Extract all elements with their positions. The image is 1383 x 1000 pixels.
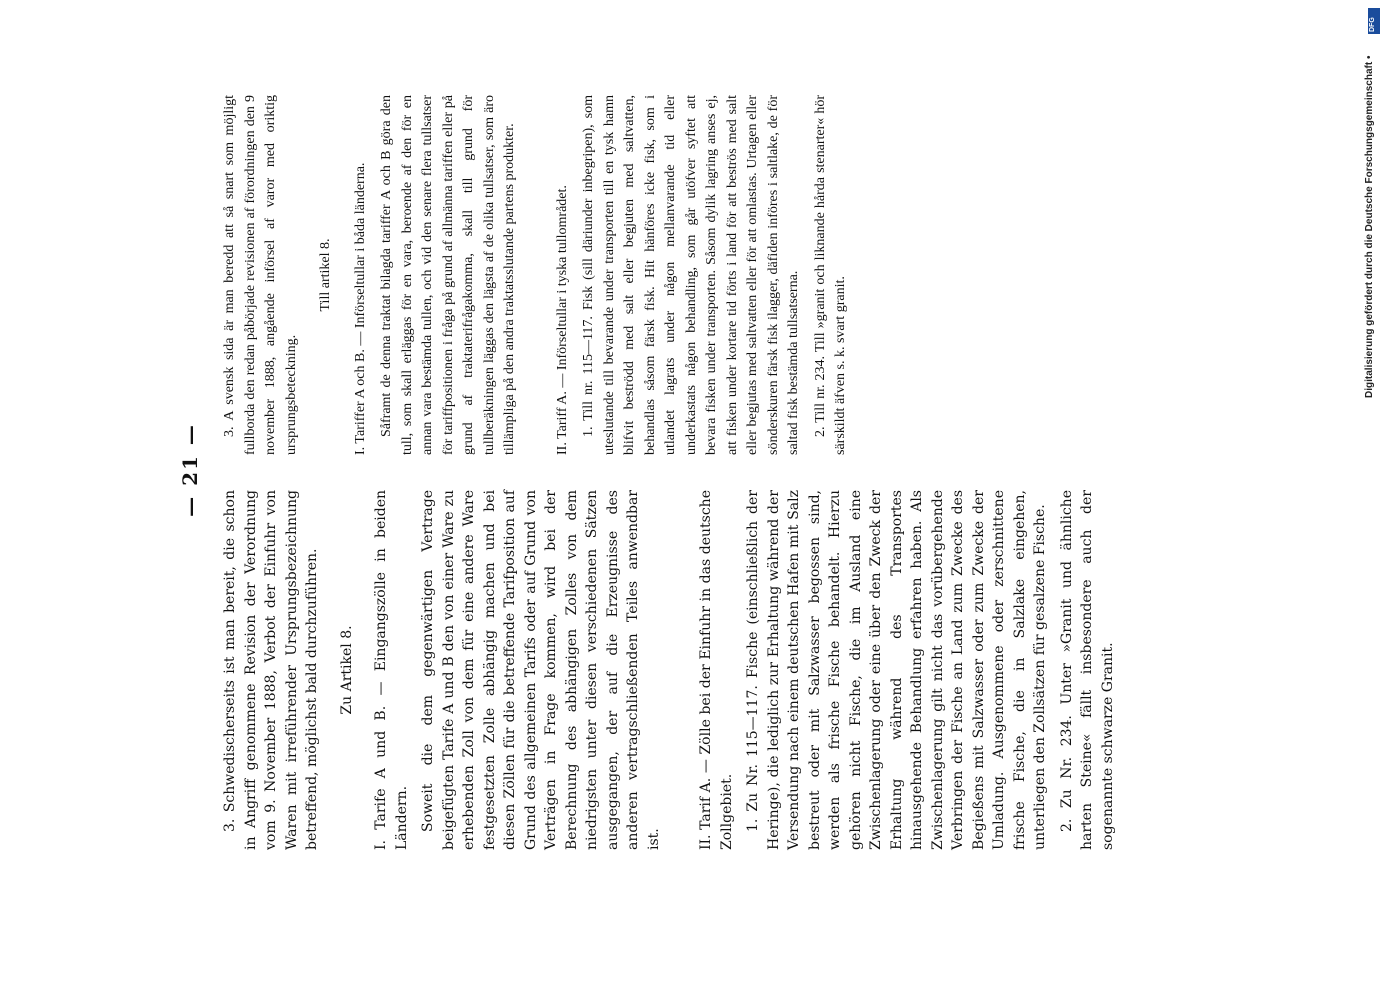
rotated-page — [160, 90, 1360, 850]
swedish-article-8-title: Till artikel 8. — [318, 238, 333, 312]
digitization-credit — [1362, 8, 1378, 998]
swedish-granite-paragraph: 2. Till nr. 234. Till »granit och liknande hårda stenarter« hör särskildt äfven s. k. svart granit. — [812, 95, 848, 455]
german-granite-paragraph: 2. Zu Nr. 234. Unter »Granit und ähnliche harten Steine« fällt insbesondere auch der sogenannte schwarze Granit. — [1058, 490, 1116, 850]
swedish-paragraph-3: 3. A svensk sida är man beredd att så snart som möjligt fullborda den redan påbörjade revisionen af förordningen den 9 november 1888, angående införsel af varor med oriktig ursprungsbeteckning. — [222, 95, 299, 455]
german-fish-paragraph: 1. Zu Nr. 115—117. Fische (einschließlich der Heringe), die lediglich zur Erhaltung während der Versendung nach einem deutschen Hafen mit Salz bestreut oder mit Salzwasser begossen sind, werden als frische Fische behandelt. Hierzu gehören nicht Fische, die im Ausland eine Zwischenlagerung oder eine über den Zweck der Erhaltung während des Transportes hinausgehende Behandlung erfahren haben. Als Zwischenlagerung gilt nicht das vorübergehende Verbringen der Fische an Land zum Zwecke des Begießens mit Salzwasser oder zum Zwecke der Umladung. Ausgenommene oder zerschnittene frische Fische, die in Salzlake eingehen, unterliegen den Zollsätzen für gesalzene Fische. — [745, 490, 1048, 850]
german-paragraph-3: 3. Schwedischerseits ist man bereit, die schon in Angriff genommene Revision der Verordnung vom 9. November 1888, Verbot der Einfuhr von Waren mit irreführender Ursprungsbezeichnung betreffend, möglichst bald durchzuführen. — [222, 490, 320, 850]
credit-text: Digitalisierung gefördert durch die Deutsche Forschungsgemeinschaft • — [1364, 55, 1375, 398]
swedish-fish-paragraph: 1. Till nr. 115—117. Fisk (sill däriunder inbegripen), som uteslutande till bevarande under transporten till en tysk hamn blifvit beströdd med salt eller begjuten med saltvatten, behandlas såsom färsk fisk. Hit hänföres icke fisk, som i utlandet lagrats under någon mellanvarande tid eller underkastats någon behandling, som går utöfver syftet att bevara fisken under transporten. Såsom dylik lagring anses ej, att fisken under kortare tid förts i land för att beströs med salt eller begjutas med saltvatten eller för att omlastas. Urtagen eller sönderskuren färsk fisk ilagger, däfiden införes i saltlake, de för saltad fisk bestämda tullsatserna. — [581, 95, 801, 455]
german-section-1-title: I. Tarife A und B. — Eingangszölle in beiden Ländern. — [373, 490, 410, 850]
swedish-section-1-title: I. Tariffer A och B. — Införseltullar i båda länderna. — [352, 162, 368, 455]
page-number: — 21 — — [178, 423, 202, 517]
german-tariff-paragraph: Soweit die dem gegenwärtigen Vertrage beigefügten Tarife A und B den von einer Ware zu erhebenden Zoll von dem für eine andere Ware festgesetzten Zolle abhängig machen und bei diesen Zöllen für die betreffende Tarifposition auf Grund des allgemeinen Tarifs oder auf Grund von Verträgen in Frage kommen, wird bei der Berechnung des abhängigen Zolles von dem niedrigsten unter diesen verschiedenen Sätzen ausgegangen, der auf die Erzeugnisse des anderen vertragschließenden Teiles anwendbar ist. — [420, 490, 662, 850]
swedish-column — [220, 95, 858, 455]
german-section-2-title: II. Tarif A. — Zölle bei der Einfuhr in das deutsche Zollgebiet. — [698, 490, 735, 850]
dfg-logo: DFG — [1368, 8, 1380, 34]
swedish-section-2-title: II. Tariff A. — Införseltullar i tyska tullområdet. — [554, 185, 570, 455]
swedish-tariff-paragraph: Såframt de denna traktat bilagda tariffer A och B göra den tull, som skall erläggas för en vara, beroende af den för en annan vara bestämda tullen, och vid den senare flera tullsatser för tariffpositionen i fråga på grund af allmänna tariffen eller på grund af traktaterifrågakomma, skall till grund för tullberäkningen läggas den lägsta af de olika tullsatser, som äro tillämpliga på den andra traktatsslutande partens produkter. — [379, 95, 517, 455]
german-article-8-title: Zu Artikel 8. — [338, 625, 355, 715]
german-column — [220, 490, 1124, 850]
